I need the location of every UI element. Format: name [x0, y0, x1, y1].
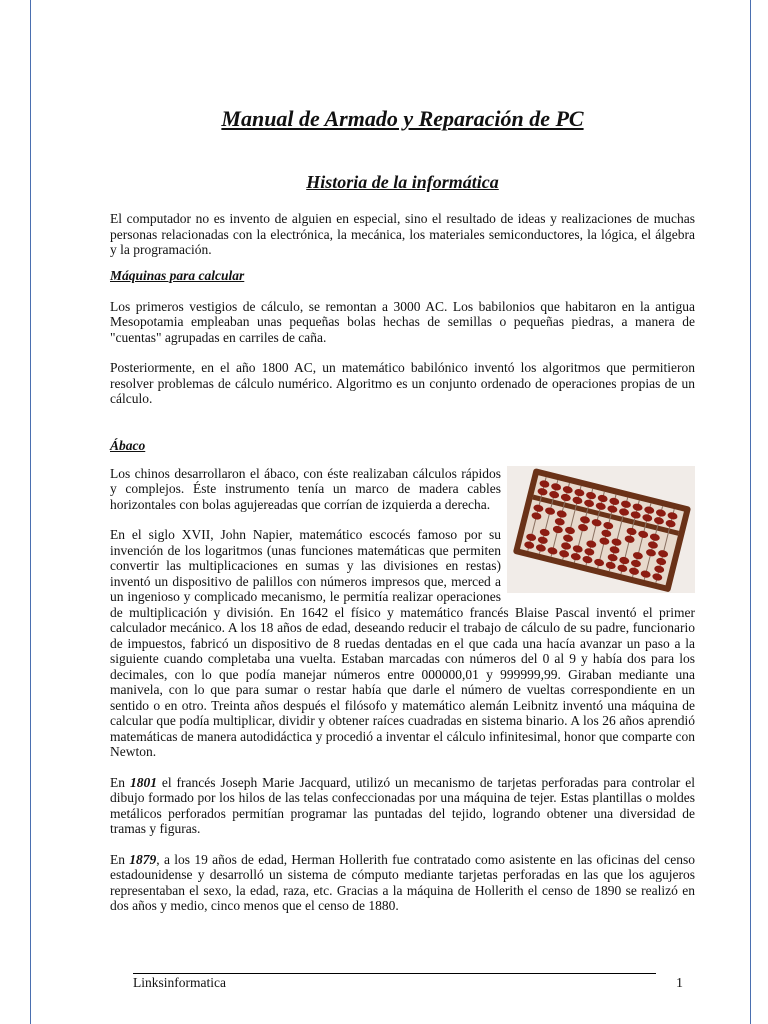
abaco-block — [110, 466, 695, 760]
paragraph-vestigios: Los primeros vestigios de cálculo, se remontan a 3000 AC. Los babilonios que habitaron en la antigua Mesopotamia empleaban unas pequeñas bolas hechas de semillas o pequeñas piedras, a manera de "cuentas" agrupadas en carriles de caña. — [110, 298, 695, 345]
page-border-left — [30, 0, 31, 1024]
page-border-right — [750, 0, 751, 1024]
paragraph-chinos: Los chinos desarrollaron el ábaco, con éste realizaban cálculos rápidos y complejos. Éste instrumento tenía un marco de madera cables horizontales con bolas agujereadas que corrían de izquierda a derecha. — [110, 465, 501, 512]
section-heading-abaco: Ábaco — [110, 437, 146, 453]
section-heading-maquinas: Máquinas para calcular — [110, 267, 245, 283]
footer-site-name: Linksinformatica — [133, 975, 226, 990]
page-number: 1 — [676, 976, 683, 991]
paragraph-algoritmos: Posteriormente, en el año 1800 AC, un matemático babilónico inventó los algoritmos que permitieron resolver problemas de cálculo numérico. Algoritmo es un conjunto ordenado de operaciones propias de un cálculo. — [110, 360, 695, 406]
paragraph-hollerith-lead: En — [110, 851, 130, 867]
paragraph-jacquard — [110, 775, 695, 837]
footer-rule — [133, 973, 656, 974]
document-subtitle: Historia de la informática — [306, 172, 499, 192]
year-1801: 1801 — [129, 774, 157, 790]
paragraph-napier: En el siglo XVII, John Napier, matemático escocés famoso por su invención de los logaritmos (unas funciones matemáticas que permiten convertir las multiplicaciones en sumas y las divisiones en restas) inventó un dispositivo de palillos con números impresos que, merced a un ingenioso y complicado mecanismo, le permitía realizar operaciones de multiplicación y división. En 1642 el físico y matemático francés Blaise Pascal inventó el primer calculador mecánico. A los 18 años de edad, deseando reducir el trabajo de cálculo de su padre, funcionario de impuestos, fabricó un dispositivo de 8 ruedas dentadas en el que cada una hacía avanzar un paso a la siguiente cuando completaba una vuelta. Estaban marcadas con números del 0 al 9 y había dos para los decimales, con lo que podía manejar números entre 000000,01 y 999999,99. Giraban mediante una manivela, con lo que para sumar o restar había que darle el número de vueltas correspondiente en un sentido o en otro. Treinta años después el filósofo y matemático alemán Leibnitz inventó una máquina de calcular que podía multiplicar, dividir y obtener raíces cuadradas en sistema binario. A los 26 años aprendió matemáticas de manera autodidáctica y procedió a inventar el cálculo infinitesimal, honor que comparte con Newton. — [110, 527, 695, 759]
intro-paragraph: El computador no es invento de alguien en especial, sino el resultado de ideas y realizaciones de muchas personas relacionadas con la electrónica, la mecánica, los materiales semiconductores, la lógica, el álgebra y la programación. — [110, 211, 695, 257]
paragraph-hollerith — [110, 852, 695, 914]
document-title: Manual de Armado y Reparación de PC — [221, 106, 584, 131]
paragraph-jacquard-lead: En — [110, 774, 130, 790]
year-1879: 1879 — [129, 851, 157, 867]
paragraph-jacquard-body: el francés Joseph Marie Jacquard, utilizó un mecanismo de tarjetas perforadas para controlar el dibujo formado por los hilos de las telas confeccionadas por una máquina de tejer. Estas plantillas o moldes metálicos perforados permitían programar las puntadas del tejido, logrando obtener una diversidad de tramas y figuras. — [110, 774, 695, 836]
paragraph-hollerith-body: , a los 19 años de edad, Herman Hollerith fue contratado como asistente en las oficinas del censo estadounidense y desarrolló un sistema de cómputo mediante tarjetas perforadas en las que los agujeros representaban el sexo, la edad, raza, etc. Gracias a la máquina de Hollerith el censo de 1890 se realizó en dos años y medio, cinco menos que el censo de 1880. — [110, 851, 695, 913]
document-page — [110, 105, 695, 914]
abacus-image — [507, 466, 695, 593]
